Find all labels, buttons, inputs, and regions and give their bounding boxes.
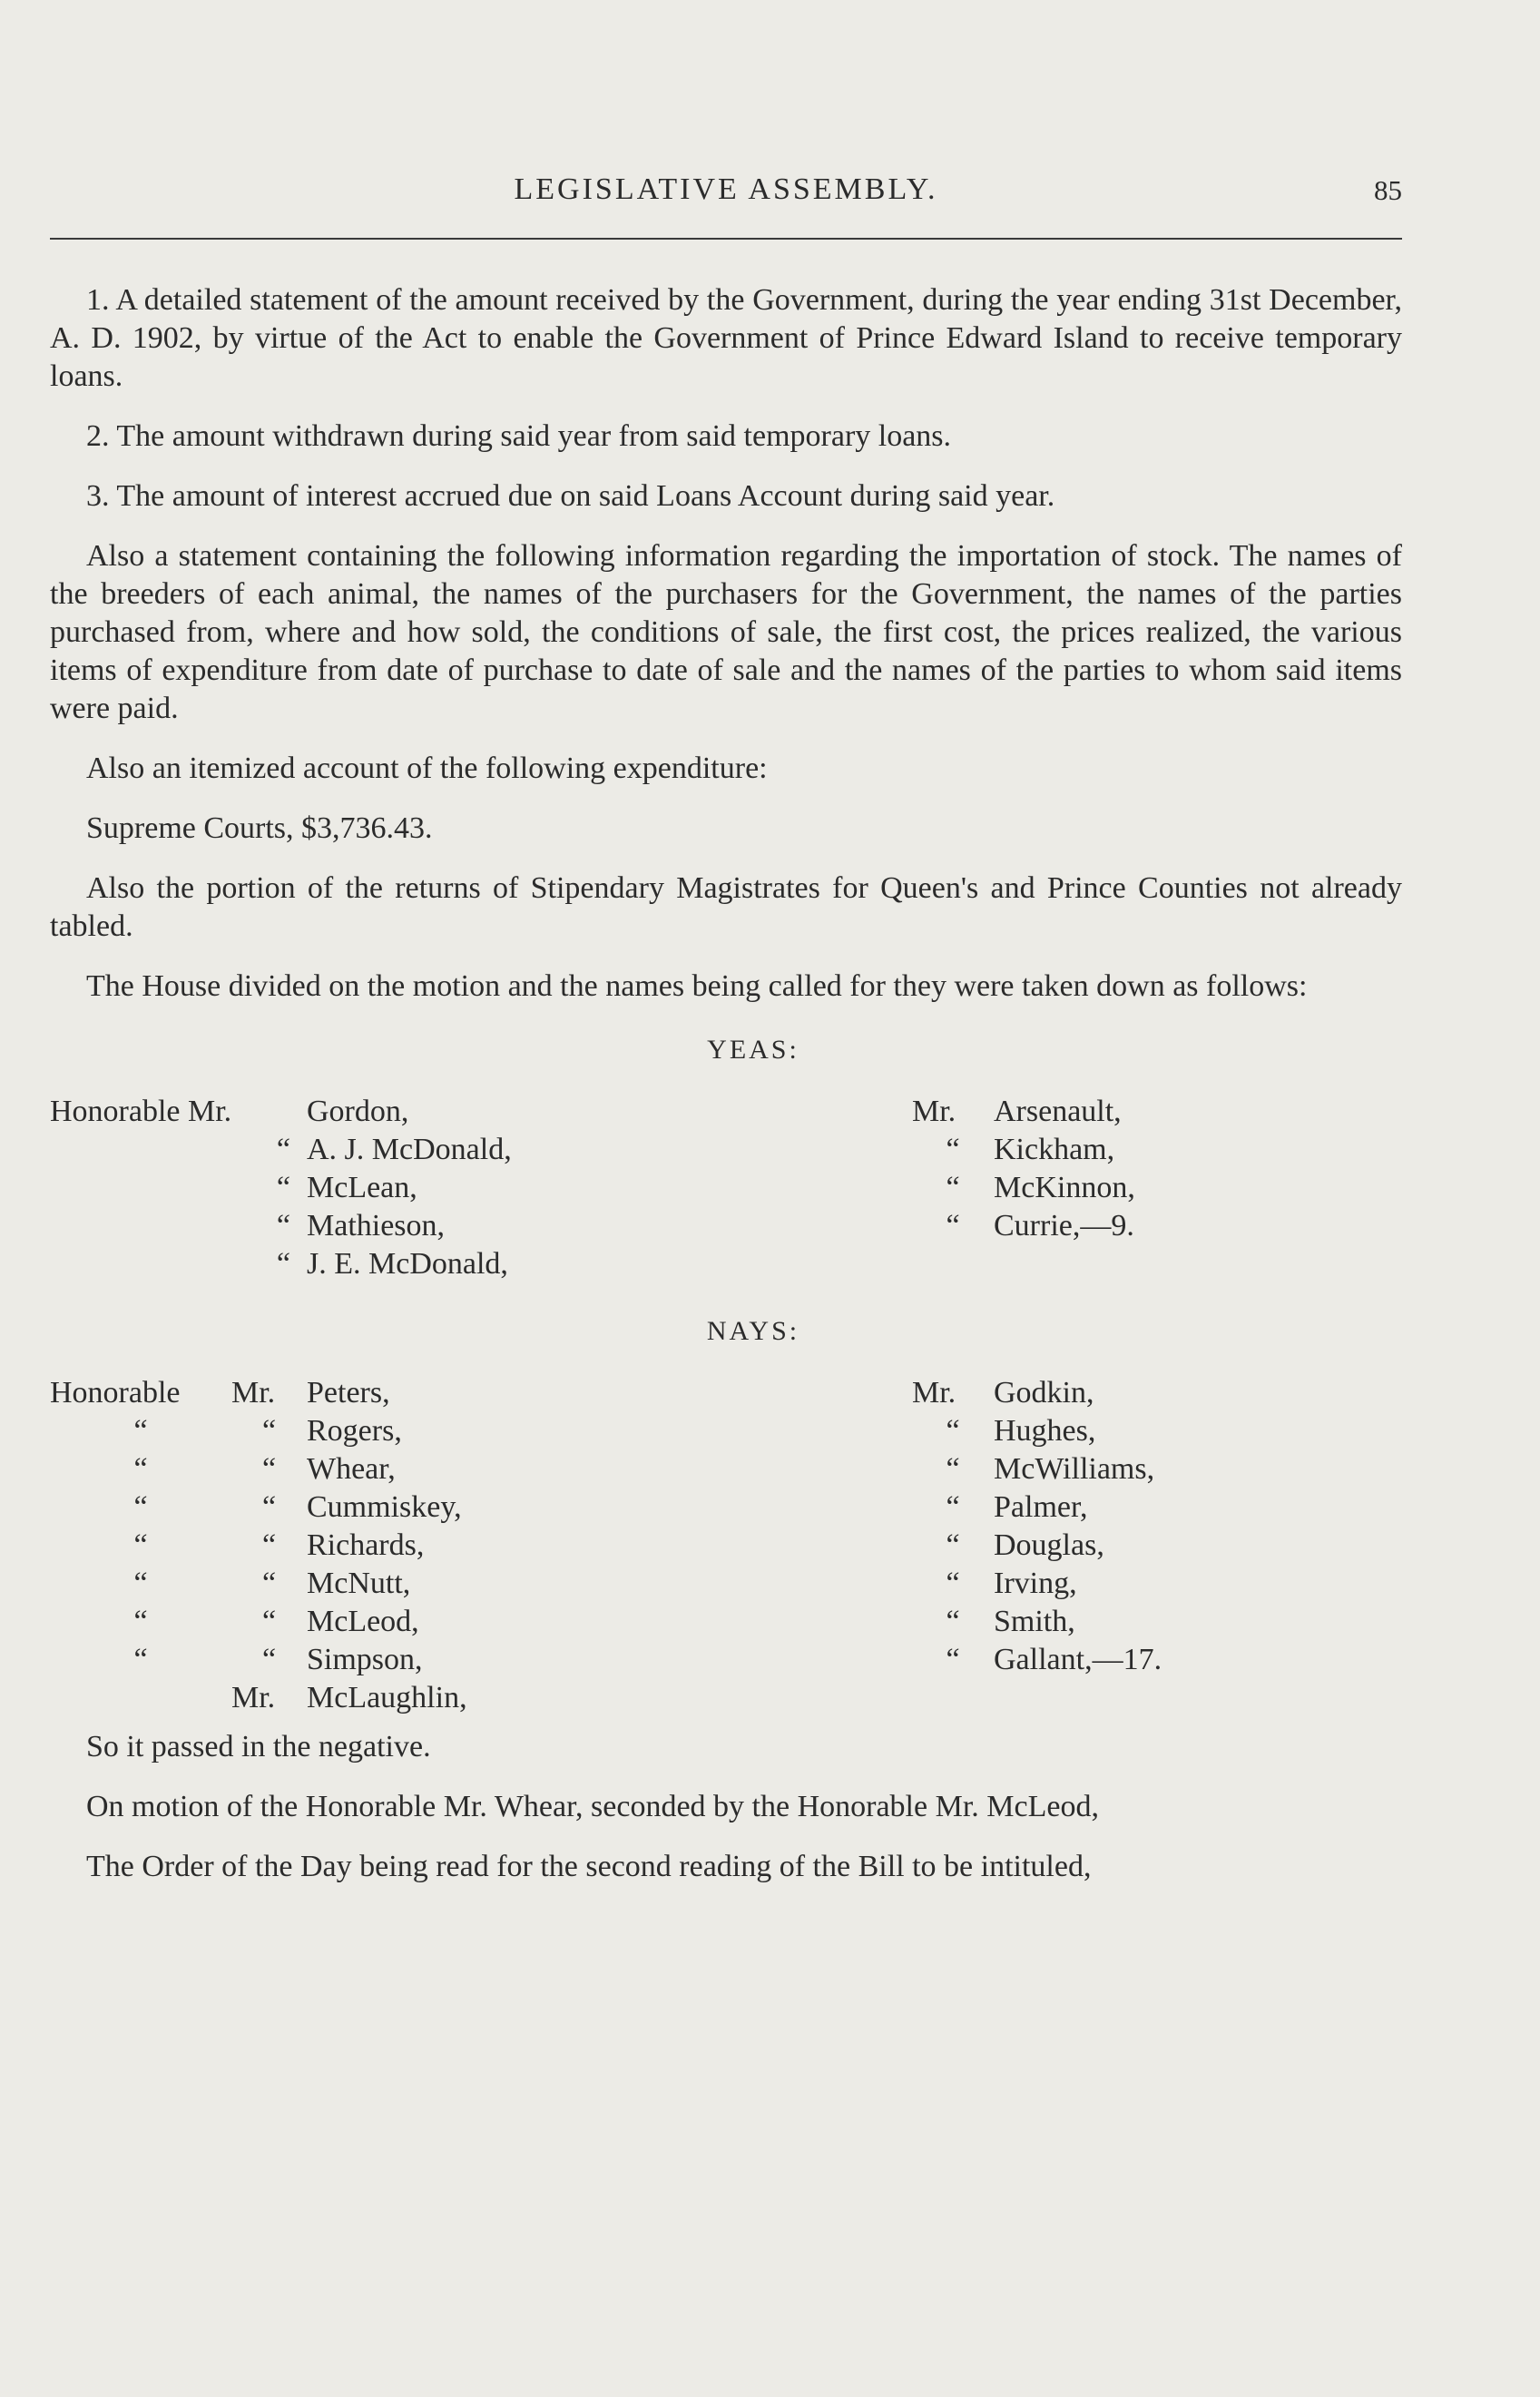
list-item [912, 1412, 1162, 1450]
member-name: Hughes, [994, 1414, 1096, 1448]
member-name: Whear, [307, 1452, 396, 1486]
ditto-mark: “ [946, 1414, 960, 1448]
ditto-mark: “ [276, 1247, 290, 1281]
ditto-mark: “ [946, 1567, 960, 1600]
list-item [912, 1527, 1162, 1565]
list-item [912, 1488, 1162, 1527]
member-name: Peters, [307, 1376, 390, 1410]
paragraph-stipendary-returns: Also the portion of the returns of Stipendary Magistrates for Queen's and Prince Counties not already tabled. [50, 871, 1402, 943]
nays-left-column [50, 1374, 467, 1717]
list-item [50, 1131, 512, 1169]
list-item [50, 1527, 467, 1565]
page-number: 85 [1374, 174, 1402, 206]
nays-list [50, 1374, 1402, 1728]
nays-heading: NAYS: [706, 1316, 800, 1346]
ditto-mark: “ [946, 1171, 960, 1204]
paragraph-importation-stock: Also a statement containing the following information regarding the importation of stock. The names of the breeders of each animal, the names of the purchasers for the Government, the names of the parties purchased from, where and how sold, the conditions of sale, the first cost, the prices realized, the various items of expenditure from date of purchase to date of sale and the names of the parties to whom said items were paid. [50, 539, 1402, 725]
list-item [912, 1603, 1162, 1641]
list-item [912, 1169, 1135, 1207]
list-item [912, 1093, 1135, 1131]
member-name: Irving, [994, 1567, 1077, 1600]
list-item [912, 1641, 1162, 1679]
ditto-mark: “ [946, 1490, 960, 1524]
ditto-mark: “ [133, 1490, 148, 1524]
ditto-mark: “ [276, 1133, 290, 1166]
ditto-mark: “ [946, 1605, 960, 1638]
member-name: A. J. McDonald, [307, 1133, 512, 1166]
member-name: Smith, [994, 1605, 1075, 1638]
header-rule [50, 238, 1402, 240]
list-item [912, 1565, 1162, 1603]
vote-prefix: Mr. [231, 1376, 276, 1410]
member-name: J. E. McDonald, [307, 1247, 508, 1281]
list-item [50, 1565, 467, 1603]
ditto-mark: “ [946, 1209, 960, 1243]
paragraph-motion-whear: On motion of the Honorable Mr. Whear, seconded by the Honorable Mr. McLeod, [86, 1790, 1099, 1823]
yeas-left-column [50, 1093, 512, 1283]
ditto-mark: “ [276, 1171, 290, 1204]
list-item [912, 1131, 1135, 1169]
paragraph-passed-negative: So it passed in the negative. [86, 1730, 431, 1763]
vote-prefix: Mr. [231, 1681, 276, 1714]
vote-prefix: Honorable [50, 1376, 181, 1410]
member-name: McKinnon, [994, 1171, 1135, 1204]
member-name: Simpson, [307, 1643, 423, 1676]
member-name: Richards, [307, 1528, 425, 1562]
ditto-mark: “ [261, 1643, 277, 1676]
list-item [912, 1450, 1162, 1488]
vote-prefix: Mr. [912, 1376, 956, 1410]
paragraph-supreme-courts: Supreme Courts, $3,736.43. [86, 811, 433, 845]
member-name: Currie,—9. [994, 1209, 1134, 1243]
ditto-mark: “ [276, 1209, 290, 1243]
running-title: LEGISLATIVE ASSEMBLY. [514, 172, 938, 206]
member-name: Gallant,—17. [994, 1643, 1162, 1676]
ditto-mark: “ [261, 1567, 277, 1600]
list-item [50, 1169, 512, 1207]
list-item [50, 1093, 512, 1131]
member-name: McLeod, [307, 1605, 419, 1638]
member-name: Palmer, [994, 1490, 1088, 1524]
member-name: Arsenault, [994, 1095, 1122, 1128]
ditto-mark: “ [261, 1605, 277, 1638]
ditto-mark: “ [261, 1414, 277, 1448]
ditto-mark: “ [261, 1452, 277, 1486]
member-name: Cummiskey, [307, 1490, 462, 1524]
vote-prefix: Mr. [912, 1095, 956, 1128]
paragraph-itemized-account: Also an itemized account of the following expenditure: [86, 752, 768, 785]
paragraph-item-1: 1. A detailed statement of the amount received by the Government, during the year ending 31st December, A. D. 1902, by virtue of the Act to enable the Government of Prince Edward Island to receive temporary loans. [50, 283, 1402, 393]
member-name: McLaughlin, [307, 1681, 467, 1714]
yeas-right-column [912, 1093, 1135, 1245]
list-item [50, 1245, 512, 1283]
paragraph-house-divided: The House divided on the motion and the names being called for they were taken down as follows: [86, 969, 1308, 1003]
ditto-mark: “ [133, 1567, 148, 1600]
ditto-mark: “ [946, 1643, 960, 1676]
member-name: Gordon, [307, 1095, 409, 1128]
list-item [50, 1412, 467, 1450]
list-item [50, 1679, 467, 1717]
member-name: Mathieson, [307, 1209, 446, 1243]
list-item [50, 1603, 467, 1641]
ditto-mark: “ [133, 1605, 148, 1638]
paragraph-item-3: 3. The amount of interest accrued due on said Loans Account during said year. [86, 479, 1055, 513]
ditto-mark: “ [946, 1133, 960, 1166]
ditto-mark: “ [133, 1643, 148, 1676]
member-name: McLean, [307, 1171, 417, 1204]
page-header [50, 172, 1402, 218]
member-name: McNutt, [307, 1567, 411, 1600]
page-body [50, 281, 1402, 1908]
nays-right-column [912, 1374, 1162, 1679]
ditto-mark: “ [133, 1528, 148, 1562]
list-item [50, 1207, 512, 1245]
list-item [50, 1374, 467, 1412]
list-item [50, 1488, 467, 1527]
member-name: McWilliams, [994, 1452, 1155, 1486]
yeas-list [50, 1093, 1402, 1287]
ditto-mark: “ [261, 1490, 277, 1524]
ditto-mark: “ [133, 1452, 148, 1486]
ditto-mark: “ [133, 1414, 148, 1448]
vote-prefix: Honorable Mr. [50, 1095, 232, 1128]
paragraph-item-2: 2. The amount withdrawn during said year from said temporary loans. [86, 419, 952, 453]
list-item [912, 1207, 1135, 1245]
ditto-mark: “ [946, 1528, 960, 1562]
member-name: Godkin, [994, 1376, 1094, 1410]
ditto-mark: “ [946, 1452, 960, 1486]
paragraph-order-of-day: The Order of the Day being read for the second reading of the Bill to be intituled, [86, 1850, 1092, 1883]
list-item [50, 1450, 467, 1488]
list-item [912, 1374, 1162, 1412]
list-item [50, 1641, 467, 1679]
ditto-mark: “ [261, 1528, 277, 1562]
member-name: Douglas, [994, 1528, 1104, 1562]
member-name: Rogers, [307, 1414, 402, 1448]
yeas-heading: YEAS: [707, 1035, 799, 1065]
member-name: Kickham, [994, 1133, 1115, 1166]
